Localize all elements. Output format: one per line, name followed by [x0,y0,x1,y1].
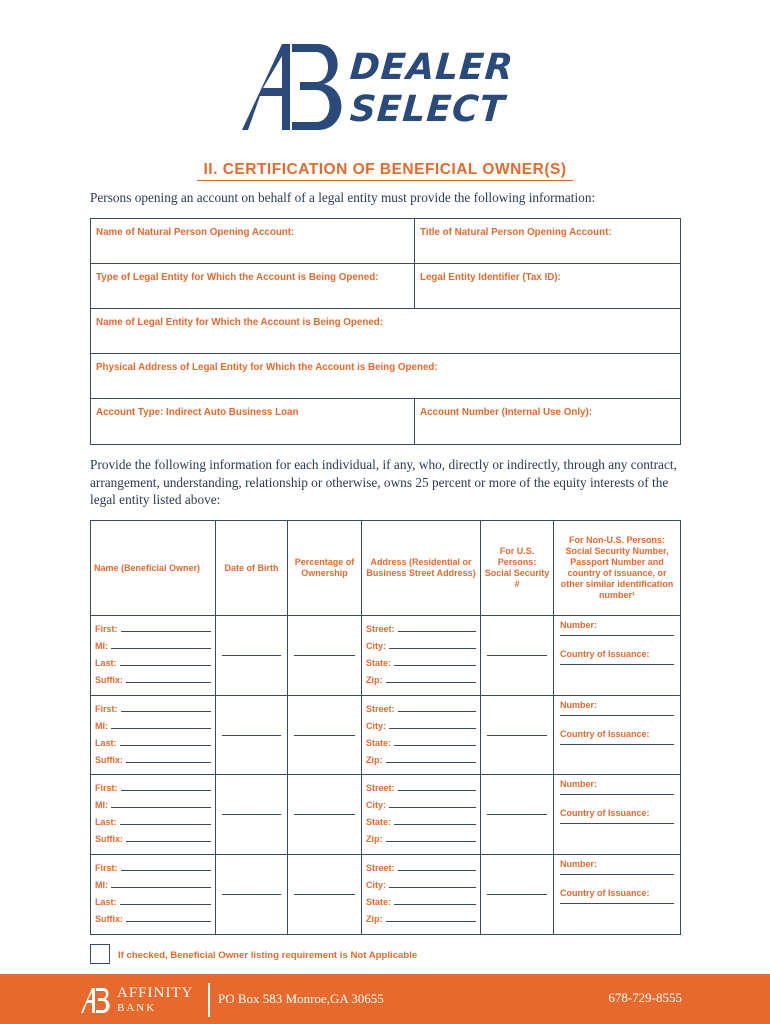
owner-name-field[interactable] [91,856,215,873]
logo-word-dealer: DEALER [348,47,516,88]
field-label: MI: [95,879,108,890]
owner-name-field[interactable] [91,827,215,844]
field-label: City: [366,879,386,890]
field-line[interactable] [111,728,211,729]
tax-id-field[interactable]: Legal Entity Identifier (Tax ID): [420,272,561,283]
field-label: MI: [95,641,108,651]
legal-entity-type-field[interactable]: Type of Legal Entity for Which the Account is Being Opened: [91,264,415,308]
ssn-cell[interactable] [481,855,554,935]
field-label: Zip: [366,754,383,765]
field-line[interactable] [394,745,476,746]
spacer [554,795,680,804]
table-header-row [91,521,680,616]
dob-line[interactable] [222,655,281,656]
address-field[interactable] [362,827,480,844]
field-label: Last: [95,817,117,827]
table-row [91,696,680,776]
field-line[interactable] [386,921,477,922]
dob-line[interactable] [222,814,281,815]
entity-info-table [90,218,681,445]
field-line[interactable] [398,870,476,871]
field-label: City: [366,800,386,810]
address-field[interactable] [362,873,480,890]
field-label: State: [366,896,392,907]
header-name: Name (Beneficial Owner) [91,521,216,615]
ssn-cell[interactable] [481,616,554,695]
field-line[interactable] [389,728,476,729]
field-label: State: [366,658,392,668]
field-line[interactable] [386,762,477,763]
table-row [91,855,680,935]
field-line[interactable] [398,711,476,712]
header-dob: Date of Birth [216,521,288,615]
dealer-select-logo [238,38,538,134]
address-field[interactable] [362,776,480,793]
field-label: City: [366,720,386,731]
info-row [91,219,680,264]
field-line[interactable] [120,665,211,666]
dob-cell[interactable] [216,696,288,775]
field-label: Suffix: [95,834,123,844]
field-label: City: [366,641,386,651]
country-of-issuance-line[interactable] [560,744,674,745]
affinity-bank-logo-icon [80,986,112,1014]
address-field[interactable] [362,731,480,748]
field-label: First: [95,703,118,714]
owner-name-field[interactable] [91,793,215,810]
field-line[interactable] [121,711,212,712]
country-of-issuance-label: Country of Issuance: [560,649,650,659]
percentage-cell[interactable] [288,855,362,935]
field-line[interactable] [126,921,211,922]
non-us-cell [554,775,680,854]
field-line[interactable] [120,745,211,746]
address-field[interactable] [362,668,480,685]
address-cell [362,616,481,695]
field-label: Suffix: [95,913,123,924]
legal-entity-name-field[interactable]: Name of Legal Entity for Which the Account is Being Opened: [96,317,384,328]
footer-phone: 678-729-8555 [608,990,682,1005]
natural-person-title-field[interactable]: Title of Natural Person Opening Account: [420,227,612,238]
non-us-cell [554,855,680,935]
owner-name-field[interactable] [91,617,215,634]
field-line[interactable] [389,887,476,888]
ssn-line[interactable] [487,655,547,656]
percentage-line[interactable] [294,814,355,815]
dob-line[interactable] [222,735,281,736]
field-label: Street: [366,862,395,873]
not-applicable-label: If checked, Beneficial Owner listing requirement is Not Applicable [118,950,418,961]
field-line[interactable] [111,887,211,888]
info-row [91,264,680,309]
owner-name-field[interactable] [91,651,215,668]
percentage-cell[interactable] [288,775,362,854]
non-us-number-label: Number: [560,858,598,869]
ssn-line[interactable] [487,894,547,895]
address-field[interactable] [362,634,480,651]
field-label: Last: [95,896,117,907]
field-label: Zip: [366,675,383,685]
percentage-line[interactable] [294,735,355,736]
field-line[interactable] [389,807,476,808]
country-of-issuance-line[interactable] [560,903,674,904]
field-line[interactable] [394,824,476,825]
field-label: Street: [366,624,395,634]
country-of-issuance-line[interactable] [560,823,674,824]
spacer [554,636,680,645]
owner-name-cell [91,616,216,695]
field-label: Zip: [366,913,383,924]
address-field[interactable] [362,907,480,924]
owner-name-field[interactable] [91,634,215,651]
ssn-cell[interactable] [481,775,554,854]
field-line[interactable] [126,762,211,763]
owner-name-cell [91,855,216,935]
dob-line[interactable] [222,894,281,895]
field-label: Suffix: [95,754,123,765]
address-field[interactable] [362,697,480,714]
non-us-number-label: Number: [560,779,598,789]
field-line[interactable] [121,790,212,791]
field-label: MI: [95,800,108,810]
footer-bank-name: AFFINITY [117,985,194,1001]
owner-name-field[interactable] [91,873,215,890]
field-line[interactable] [126,682,211,683]
percentage-line[interactable] [294,894,355,895]
field-line[interactable] [394,904,476,905]
field-label: First: [95,783,118,793]
field-label: Zip: [366,834,383,844]
dob-cell[interactable] [216,616,288,695]
address-field[interactable] [362,890,480,907]
field-line[interactable] [120,904,211,905]
ssn-line[interactable] [487,814,547,815]
percentage-cell[interactable] [288,696,362,775]
field-label: First: [95,624,118,634]
field-line[interactable] [121,631,212,632]
info-row [91,399,680,444]
field-line[interactable] [111,807,211,808]
ab-logo-mark-icon [238,38,353,134]
not-applicable-checkbox[interactable] [90,944,110,964]
beneficial-owner-table [90,520,681,935]
country-of-issuance-label: Country of Issuance: [560,728,650,739]
field-label: First: [95,862,118,873]
field-line[interactable] [111,648,211,649]
owner-name-field[interactable] [91,810,215,827]
field-line[interactable] [398,631,476,632]
owner-name-field[interactable] [91,697,215,714]
field-line[interactable] [398,790,476,791]
ssn-line[interactable] [487,735,547,736]
owner-name-field[interactable] [91,890,215,907]
field-label: Street: [366,783,395,793]
owner-name-field[interactable] [91,668,215,685]
natural-person-name-field[interactable]: Name of Natural Person Opening Account: [91,219,415,263]
country-of-issuance-label: Country of Issuance: [560,887,650,898]
footer-divider [208,983,210,1017]
field-line[interactable] [386,682,477,683]
footer-bar [0,974,770,1024]
info-row [91,309,680,354]
country-of-issuance-line[interactable] [560,664,674,665]
info-row [91,354,680,399]
field-line[interactable] [386,841,477,842]
percentage-line[interactable] [294,655,355,656]
percentage-cell[interactable] [288,616,362,695]
field-label: Suffix: [95,675,123,685]
account-number-field[interactable]: Account Number (Internal Use Only): [420,407,593,418]
address-cell [362,696,481,775]
field-label: Street: [366,703,395,714]
legal-entity-address-field[interactable]: Physical Address of Legal Entity for Which the Account is Being Opened: [96,362,438,373]
country-of-issuance-label: Country of Issuance: [560,808,650,818]
non-us-number-label: Number: [560,620,598,630]
account-type-field: Account Type: Indirect Auto Business Loan [91,399,415,444]
owner-name-cell [91,775,216,854]
owner-name-field[interactable] [91,748,215,765]
address-field[interactable] [362,810,480,827]
owner-name-field[interactable] [91,907,215,924]
field-label: MI: [95,720,108,731]
header-ssn: For U.S. Persons: Social Security # [481,521,554,615]
header-address: Address (Residential or Business Street Address) [362,521,481,615]
field-label: Last: [95,737,117,748]
table-row [91,775,680,855]
table-row [91,616,680,696]
address-field[interactable] [362,793,480,810]
owner-name-field[interactable] [91,714,215,731]
owner-name-field[interactable] [91,731,215,748]
instructions-text: Provide the following information for each individual, if any, who, directly or indirectly, through any contract, arrangement, understanding, relationship or otherwise, owns 25 percent or more of the equity interests of the legal entity listed above: [90,457,677,507]
non-us-number-label: Number: [560,699,598,710]
field-line[interactable] [394,665,476,666]
owner-name-cell [91,696,216,775]
header-percentage: Percentage of Ownership [288,521,362,615]
header-non-us-id: For Non-U.S. Persons: Social Security Number, Passport Number and country of issuance, or other similar identification number¹ [560,535,674,600]
field-line[interactable] [389,648,476,649]
intro-text: Persons opening an account on behalf of a legal entity must provide the following information: [90,190,596,205]
footer-address: PO Box 583 Monroe,GA 30655 [218,991,384,1006]
section-title: II. CERTIFICATION OF BENEFICIAL OWNER(S) [0,161,770,179]
field-line[interactable] [121,870,212,871]
address-field[interactable] [362,856,480,873]
ssn-cell[interactable] [481,696,554,775]
field-label: Last: [95,658,117,668]
address-field[interactable] [362,714,480,731]
spacer [554,716,680,725]
field-label: State: [366,737,392,748]
field-line[interactable] [126,841,211,842]
non-us-cell [554,616,680,695]
field-line[interactable] [120,824,211,825]
field-label: State: [366,817,392,827]
footer-bank-sub: BANK [117,1002,157,1014]
dob-cell[interactable] [216,855,288,935]
address-field[interactable] [362,651,480,668]
logo-word-select: SELECT [348,89,507,130]
address-field[interactable] [362,617,480,634]
dob-cell[interactable] [216,775,288,854]
owner-name-field[interactable] [91,776,215,793]
address-field[interactable] [362,748,480,765]
address-cell [362,775,481,854]
non-us-cell [554,696,680,775]
address-cell [362,855,481,935]
spacer [554,875,680,884]
